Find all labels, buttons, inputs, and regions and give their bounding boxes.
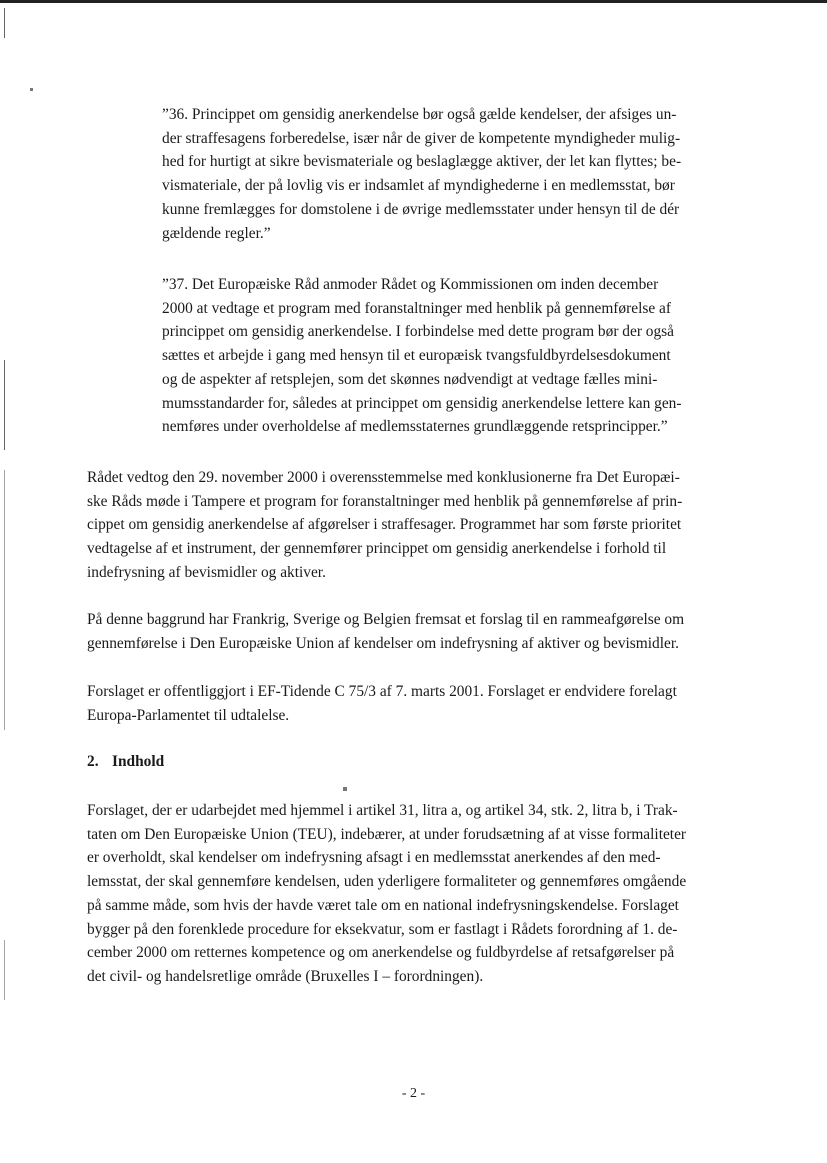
text-line: er overholdt, skal kendelser om indefrysning afsagt i en medlemsstat anerkendes af den med- (87, 849, 661, 867)
text-line: taten om Den Europæiske Union (TEU), indebærer, at under forudsætning af at visse formaliteter (87, 825, 687, 843)
text-line: sættes et arbejde i gang med hensyn til et europæisk tvangsfuldbyrdelsesdokument (162, 347, 671, 365)
text-line: Forslaget er offentliggjort i EF-Tidende C 75/3 af 7. marts 2001. Forslaget er endvidere forelagt (87, 683, 677, 700)
text-line: lemsstat, der skal gennemføre kendelsen, uden yderligere formaliteter og gennemføres omgående (87, 873, 687, 891)
text-line: Europa-Parlamentet til udtalelse. (87, 706, 290, 724)
text-line: indefrysning af bevismidler og aktiver. (87, 563, 326, 581)
text-line: der straffesagens forberedelse, især når de giver de kompetente myndigheder mulig- (162, 129, 681, 147)
scan-edge-mark (4, 8, 5, 38)
paragraph-radet (87, 466, 730, 585)
text-line: ”36. Princippet om gensidig anerkendelse bør også gælde kendelser, der afsiges un- (162, 106, 677, 123)
text-line: ”37. Det Europæiske Råd anmoder Rådet og Kommissionen om inden december (162, 276, 659, 293)
text-line: hed for hurtigt at sikre bevismateriale og beslaglægge aktiver, der let kan flyttes; be- (162, 153, 682, 171)
text-line: gældende regler.” (162, 224, 271, 242)
text-line: cember 2000 om retternes kompetence og om anerkendelse og fuldbyrdelse af retsafgørelser på (87, 944, 675, 962)
quote-paragraph-36 (162, 103, 727, 245)
text-line: på samme måde, som hvis der havde været tale om en national indefrysningskendelse. Forslaget (87, 896, 679, 914)
text-line: cippet om gensidig anerkendelse af afgørelser i straffesager. Programmet har som første prioritet (87, 516, 682, 534)
text-line: princippet om gensidig anerkendelse. I forbindelse med dette program bør der også (162, 323, 675, 341)
text-line: vedtagelse af et instrument, der gennemfører princippet om gensidig anerkendelse i forhold til (87, 540, 667, 558)
paragraph-offentliggjort (87, 680, 730, 727)
text-line: det civil- og handelsretlige område (Bruxelles I – forordningen). (87, 967, 484, 985)
text-line: nemføres under overholdelse af medlemsstaternes grundlæggende retsprincipper.” (162, 418, 668, 436)
text-line: gennemførelse i Den Europæiske Union af kendelser om indefrysning af aktiver og bevismidler. (87, 634, 679, 652)
section-heading (87, 750, 164, 774)
scan-edge-mark (4, 470, 5, 730)
text-line: og de aspekter af retsplejen, som det skønnes nødvendigt at vedtage fælles mini- (162, 370, 658, 388)
text-line: 2000 at vedtage et program med foranstaltninger med henblik på gennemførelse af (162, 299, 671, 317)
text-line: kunne fremlægges for domstolene i de øvrige medlemsstater under hensyn til de dér (162, 200, 680, 218)
scan-speck (30, 88, 33, 91)
text-line: bygger på den forenklede procedure for eksekvatur, som er fastlagt i Rådets forordning af 1. de- (87, 920, 678, 938)
page-number: - 2 - (401, 1086, 426, 1101)
scan-speck (343, 787, 347, 791)
text-line: mumsstandarder for, således at princippet om gensidig anerkendelse lettere kan gen- (162, 394, 682, 412)
paragraph-indhold (87, 799, 730, 989)
scan-edge-mark (4, 360, 5, 450)
scan-top-border (0, 0, 827, 3)
section-title: Indhold (112, 753, 165, 770)
text-line: Rådet vedtog den 29. november 2000 i overensstemmelse med konklusionerne fra Det Europæi- (87, 469, 680, 486)
quote-paragraph-37 (162, 273, 727, 439)
paragraph-baggrund (87, 608, 730, 655)
text-line: vismateriale, der på lovlig vis er indsamlet af myndighederne i en medlemsstat, bør (162, 177, 675, 195)
section-number: 2. (87, 753, 99, 770)
scan-edge-mark (4, 940, 5, 1000)
text-line: Forslaget, der er udarbejdet med hjemmel i artikel 31, litra a, og artikel 34, stk. 2, litra b, i Trak- (87, 802, 678, 819)
text-line: ske Råds møde i Tampere et program for foranstaltninger med henblik på gennemførelse af prin- (87, 492, 683, 510)
text-line: På denne baggrund har Frankrig, Sverige og Belgien fremsat et forslag til en rammeafgørelse om (87, 611, 685, 628)
